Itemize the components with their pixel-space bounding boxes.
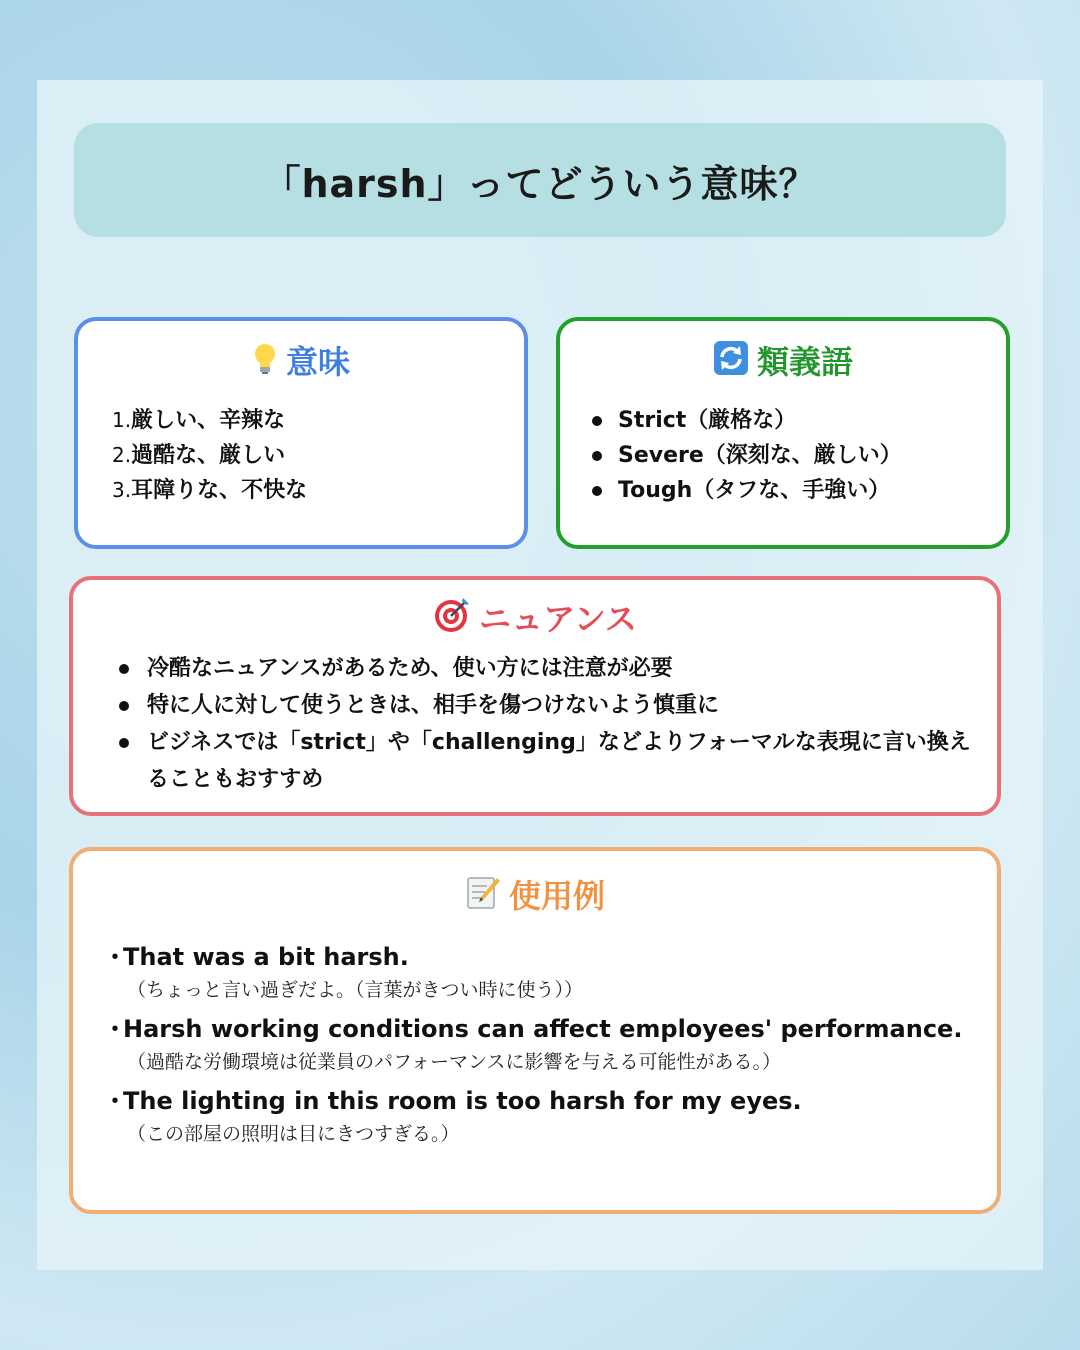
list-item: ・The lighting in this room is too harsh for my eyes. （この部屋の照明は目にきつすぎる。） [103,1083,967,1149]
nuance-card [69,576,1001,816]
meaning-card [74,317,528,549]
list-item: ・That was a bit harsh. （ちょっと言い過ぎだよ。（言葉がきつい時に使う）） [103,939,967,1005]
list-item: ビジネスでは「strict」や「challenging」などよりフォーマルな表現に言い換えることもおすすめ [115,724,977,798]
example-english: Harsh working conditions can affect employees' performance. [123,1015,963,1043]
list-item: 2.過酷な、厳しい [112,443,286,468]
meaning-heading [78,337,524,383]
synonyms-list [590,403,1006,508]
usage-examples [103,939,967,1149]
list-item: 1.厳しい、辛辣な [112,408,286,433]
page-title: 「harsh」ってどういう意味？ [262,161,818,206]
usage-heading-label: 使用例 [508,877,605,915]
usage-card [69,847,1001,1214]
lightbulb-icon [252,342,278,379]
list-item: 3.耳障りな、不快な [112,478,308,503]
list-item: 冷酷なニュアンスがあるため、使い方には注意が必要 [115,650,977,687]
example-english: That was a bit harsh. [123,943,409,971]
synonyms-heading-label: 類義語 [756,343,853,381]
example-japanese: （ちょっと言い過ぎだよ。（言葉がきつい時に使う）） [127,979,584,1001]
example-english: The lighting in this room is too harsh for my eyes. [123,1087,802,1115]
synonyms-heading [560,337,1006,383]
example-japanese: （この部屋の照明は目にきつすぎる。） [127,1123,460,1145]
memo-icon [465,874,501,915]
list-item: ・Harsh working conditions can affect employees' performance. （過酷な労働環境は従業員のパフォーマンスに影響を与える可能性がある。） [103,1011,967,1077]
list-item: Tough（タフな、手強い） [590,473,1006,508]
repeat-icon [713,340,749,381]
synonyms-card [556,317,1010,549]
usage-heading [73,871,997,917]
target-icon [433,596,471,639]
list-item: Strict（厳格な） [590,403,1006,438]
nuance-heading-label: ニュアンス [479,600,637,638]
nuance-heading [73,594,997,640]
meaning-list [112,403,524,508]
meaning-heading-label: 意味 [285,343,350,381]
nuance-list [115,650,977,798]
list-item: Severe（深刻な、厳しい） [590,438,1006,473]
title-banner [74,123,1006,237]
example-japanese: （過酷な労働環境は従業員のパフォーマンスに影響を与える可能性がある。） [127,1051,781,1073]
list-item: 特に人に対して使うときは、相手を傷つけないよう慎重に [115,687,977,724]
